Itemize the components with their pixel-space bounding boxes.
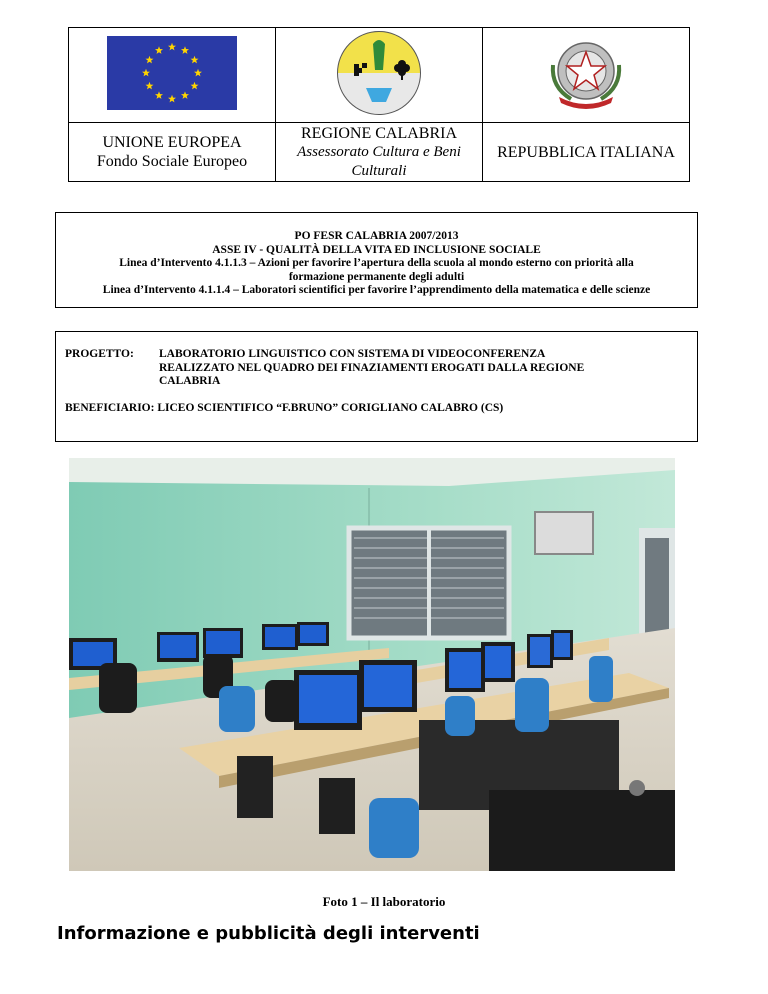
regione-caption-line2: Assessorato Cultura e Beni: [297, 143, 461, 160]
regione-caption-line1: REGIONE CALABRIA: [301, 124, 457, 142]
laboratory-photo-illustration: [69, 458, 675, 871]
regione-calabria-emblem-icon: [336, 30, 422, 116]
project-info-box: [55, 331, 698, 442]
project-title-line2: REALIZZATO NEL QUADRO DEI FINAZIAMENTI EROGATI DALLA REGIONE: [159, 361, 585, 374]
pc-tower: [319, 778, 355, 834]
photo-caption: Foto 1 – Il laboratorio: [322, 894, 446, 909]
project-label: PROGETTO:: [65, 348, 134, 360]
program-info-box: [55, 212, 698, 308]
eu-caption: [69, 123, 276, 182]
eu-flag-icon: [107, 36, 237, 110]
laboratory-photo: [69, 458, 675, 871]
header-logo-table: [68, 27, 690, 182]
project-title-line3: CALABRIA: [159, 375, 221, 387]
program-line-3: Linea d’Intervento 4.1.1.3 – Azioni per favorire l’apertura della scuola al mondo esterno con priorità alla: [119, 257, 634, 269]
eu-caption-line1: UNIONE EUROPEA: [102, 134, 242, 151]
regione-caption-line3: Culturali: [351, 162, 407, 179]
program-line-1: PO FESR CALABRIA 2007/2013: [294, 230, 459, 242]
wall-cabinet: [535, 512, 593, 554]
program-line-5: Linea d’Intervento 4.1.1.4 – Laboratori scientifici per favorire l’apprendimento della matematica e delle scienze: [102, 284, 651, 296]
pc-tower: [237, 756, 273, 818]
program-line-4: formazione permanente degli adulti: [288, 270, 465, 283]
section-heading: Informazione e pubblicità degli interventi: [57, 923, 480, 944]
italia-caption-line1: REPUBBLICA ITALIANA: [497, 143, 675, 161]
italia-logo-cell: [483, 28, 690, 123]
project-title-line1: LABORATORIO LINGUISTICO CON SISTEMA DI VIDEOCONFERENZA: [159, 348, 546, 360]
regione-logo-cell: [276, 28, 483, 123]
eu-caption-line2: Fondo Sociale Europeo: [96, 153, 248, 170]
eu-logo-cell: [69, 28, 276, 123]
beneficiary-line: BENEFICIARIO: LICEO SCIENTIFICO “F.BRUNO” CORIGLIANO CALABRO (CS): [65, 401, 504, 414]
repubblica-italiana-emblem-icon: [543, 35, 629, 111]
italia-caption: [483, 123, 690, 182]
regione-caption: [276, 123, 483, 182]
webcam: [629, 780, 645, 796]
program-line-2: ASSE IV - QUALITÀ DELLA VITA ED INCLUSIONE SOCIALE: [212, 243, 541, 256]
